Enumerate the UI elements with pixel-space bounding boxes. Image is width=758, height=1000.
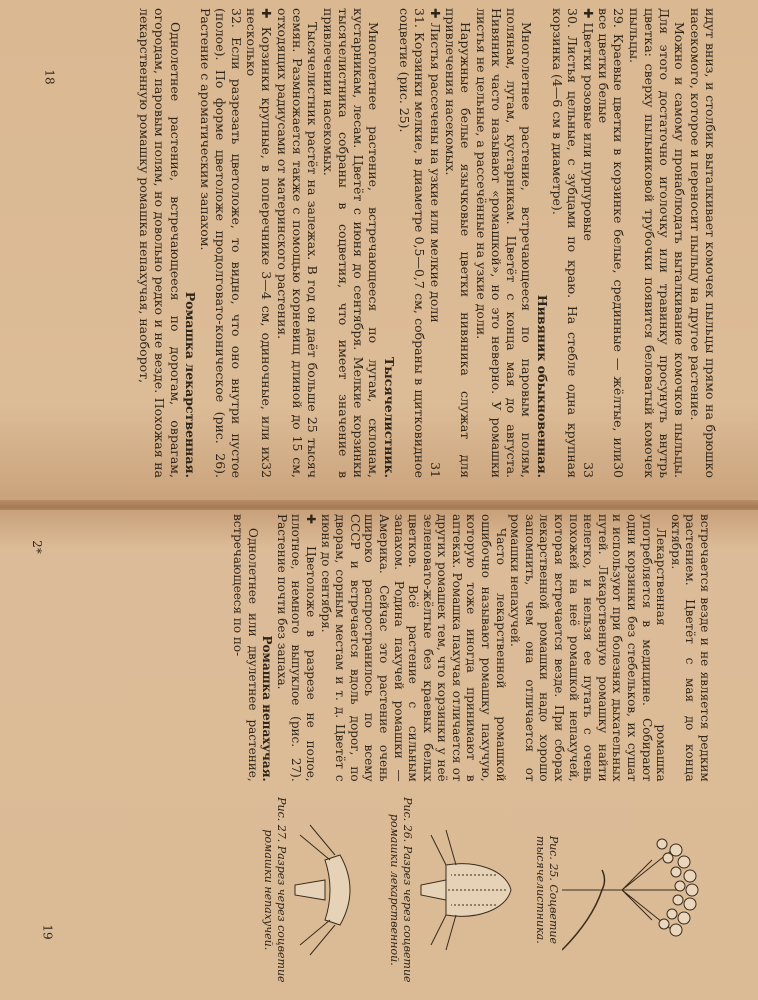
figure-caption: Рис. 25. Соцветие тысячелистника. bbox=[534, 835, 560, 944]
paragraph: Можно и самому пронаблюдать выталкивание комочков пыльцы. Для этого достаточно иголочку или травинку просунуть внутрь цветка: сверху пыльниковой трубочки появится беловатый комочек пыльцы. bbox=[626, 8, 688, 478]
page-19-text bbox=[230, 514, 712, 984]
paragraph: идут вниз, и столбик выталкивает комочек пыльцы прямо на брюшко насекомого, которое и переносит пыльцу на другое растение. bbox=[687, 8, 718, 478]
key-entry-30b bbox=[427, 8, 442, 478]
species-name: Ромашка непахучая. bbox=[260, 635, 275, 782]
key-ref: 30 bbox=[611, 462, 627, 478]
page-number: 19 bbox=[40, 924, 55, 940]
paragraph: Однолетнее или двулетнее растение, встречающееся по по- bbox=[231, 514, 260, 782]
paragraph: Однолетнее растение, встречающееся по дорогам, оврагам, огородам, паровым полям, но довольно редко и не везде. Похожая на лекарственную ромашку ромашка непахучая, наоборот, bbox=[137, 8, 183, 478]
key-entry-29b bbox=[580, 8, 595, 478]
page-number: 18 bbox=[42, 69, 57, 85]
page-18-text bbox=[137, 8, 718, 478]
key-ref: 32 bbox=[259, 462, 275, 478]
key-entry-32b: ✚ Цветоложе в разрезе не полое, плотное, немного выпуклое (рис. 27). Растение почти без запаха. bbox=[274, 514, 318, 782]
paragraph: Наружные белые язычковые цветки нивяника служат для привлечения насекомых. bbox=[442, 8, 474, 478]
chamomile-section-figure bbox=[416, 815, 526, 965]
key-ref: 33 bbox=[580, 462, 596, 478]
species-name: Тысячелистник. bbox=[381, 356, 397, 478]
signature-mark: 2* bbox=[29, 540, 44, 554]
key-text: 29. Краевые цветки в корзинке белые, срединные — жёлтые, или все цветки белые bbox=[595, 8, 627, 463]
paragraph: Лекарственная ромашка употребляется в медицине. Собирают одни корзинки без стебельков, их сушат и используют при болезнях дыхательных путей. Лекарственную ромашку найти нелегко, и нельзя ее путать с очень похожей на неё ромашкой непахучей, которая встречается везде. При сборах лекарственной ромашки надо хорошо запомнить, чем она отличается от ромашки непахучей. bbox=[508, 514, 669, 782]
key-entry-29 bbox=[596, 8, 627, 478]
scentless-chamomile-section-figure bbox=[290, 815, 380, 965]
figure-caption: Рис. 27. Разрез через соцветие ромашки непахучей. bbox=[262, 797, 288, 983]
key-entry-31b bbox=[244, 8, 275, 478]
paragraph: встречается везде и не является редким растением. Цветёт с мая до конца октября. bbox=[668, 514, 712, 782]
figure-caption: Рис. 26. Разрез через соцветие ромашки лекарственной. bbox=[388, 797, 414, 983]
key-entry-32: 32. Если разрезать цветоложе, то видно, что оно внутри пустое (полое). По форме цветоложе продолговато-коническое (рис. 26). Растение с ароматическим запахом. bbox=[198, 8, 244, 478]
yarrow-inflorescence-figure bbox=[562, 800, 712, 980]
paragraph: Тысячелистник растёт на залежах. В год он даёт больше 25 тысяч семян. Размножается также с помощью корневищ длиной до 15 см, отходящих радиусами от материнского растения. bbox=[274, 8, 321, 478]
paragraph: Часто лекарственной ромашкой ошибочно называют ромашку пахучую, которую тоже иногда принимают в аптеках. Ромашка пахучая отличается от других ромашек тем, что корзинки у неё зеленовато-жёлтые без краевых белых цветков. Всё растение с сильным запахом. Родина пахучей ромашки — Америка. Сейчас это растение очень широко распространилось по всему СССР и встречается вдоль дорог, по дворам, сорным местам и т. д. Цветёт с июня до сентября. bbox=[318, 514, 508, 782]
species-name: Ромашка лекарственная. bbox=[182, 291, 198, 478]
species-name: Нивяник обыкновенная. bbox=[534, 294, 550, 478]
paragraph: Многолетнее растение, встречающееся по паровым полям, полянам, лугам, кустарникам. Цветёт с конца мая до августа. Нивяник часто называют «ромашкой», но это неверно. У ромашки листья не цельные, а рассечённые на узкие доли. bbox=[473, 8, 535, 478]
figures-column bbox=[230, 796, 712, 984]
key-entry-31: 31. Корзинки мелкие, в диаметре 0,5—0,7 см, собраны в щитковидное соцветие (рис. 25). bbox=[397, 8, 428, 478]
key-text: ✚ Цветки розовые или пурпуровые bbox=[580, 8, 596, 241]
key-entry-30: 30. Листья цельные, с зубцами по краю. На стебле одна крупная корзинка (4—6 см в диаметре). bbox=[550, 8, 581, 478]
key-text: ✚ Корзинки крупные, в поперечнике 3—4 см, одиночные, или их несколько bbox=[244, 8, 275, 463]
key-text: ✚ Листья рассечены на узкие или мелкие доли bbox=[427, 8, 443, 323]
paragraph: Многолетнее растение, встречающееся по лугам, склонам, кустарникам, лесам. Цветёт с июня до сентября. Мелкие корзинки тысячелистника собраны в соцветия, что имеет значение в привлечении насекомых. bbox=[320, 8, 382, 478]
key-ref: 31 bbox=[427, 462, 443, 478]
